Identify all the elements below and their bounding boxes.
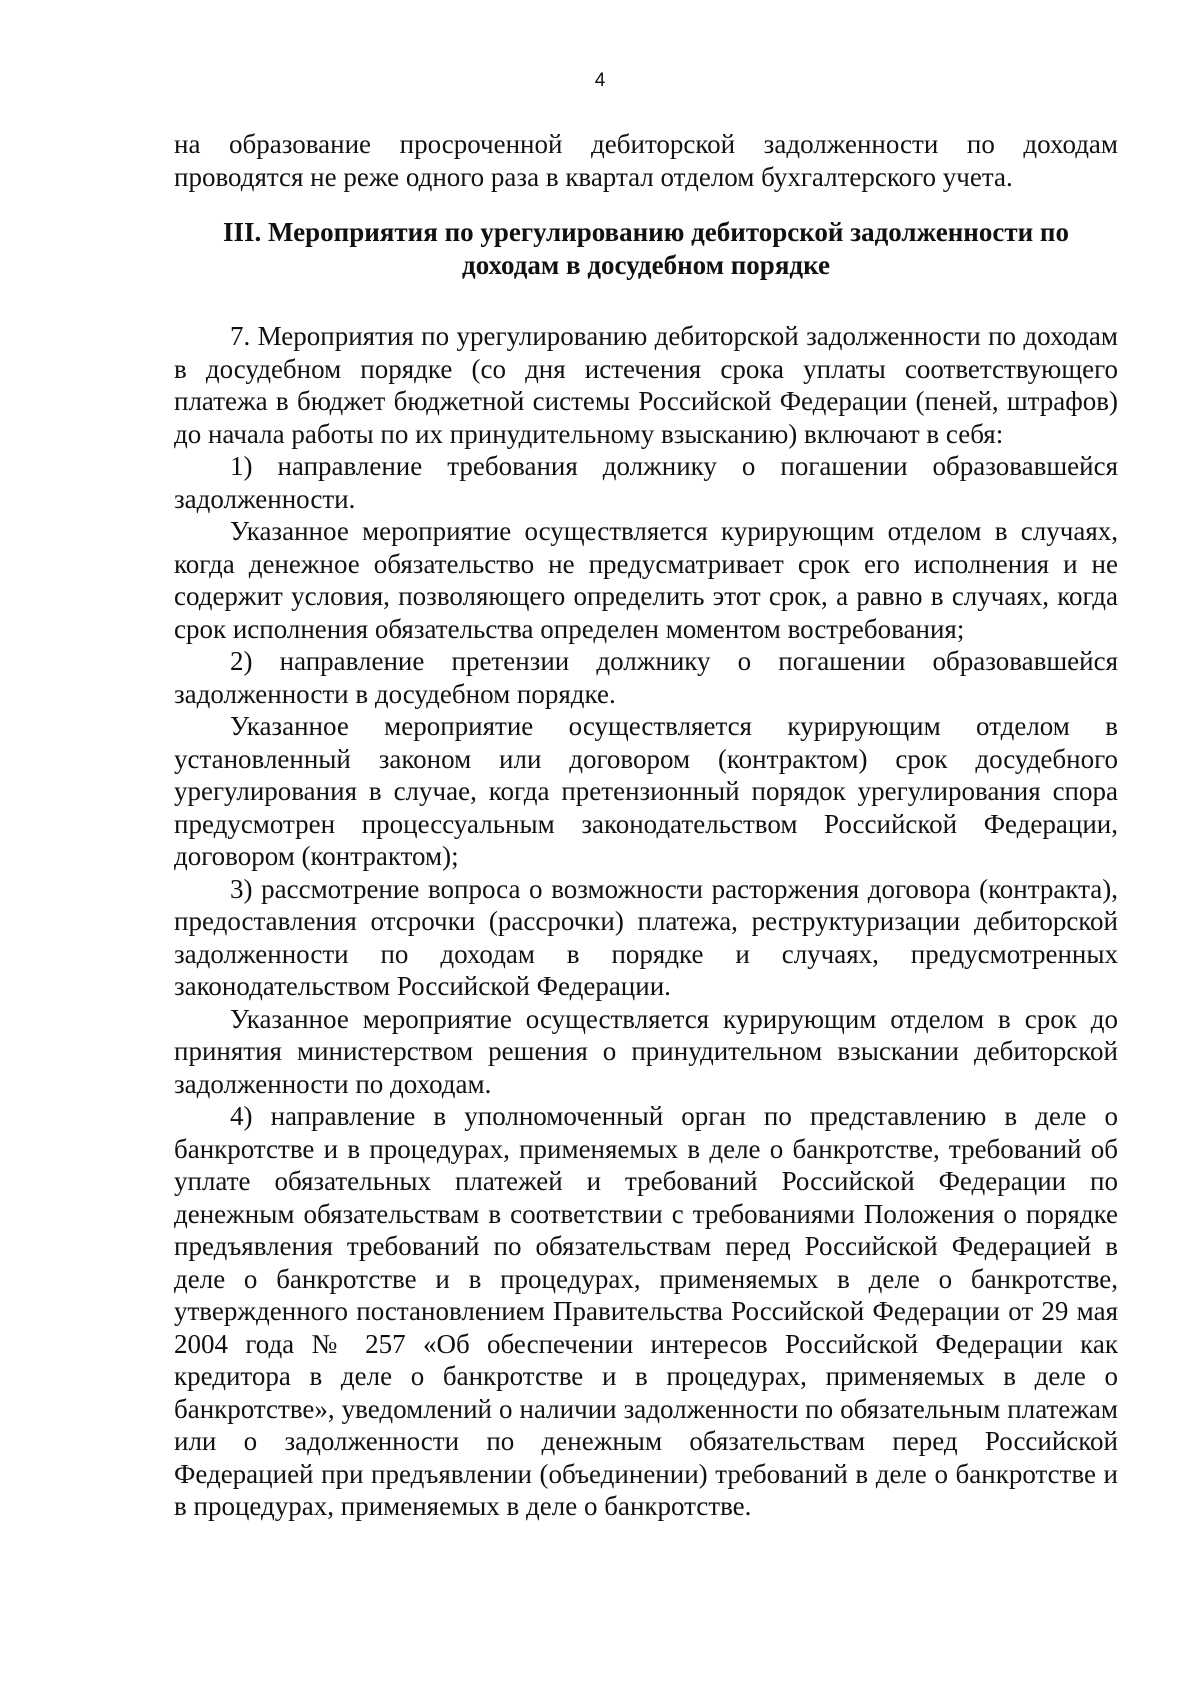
paragraph-subitem-3: 3) рассмотрение вопроса о возможности расторжения договора (контракта), предоставления отсрочки (рассрочки) платежа, реструктуризации дебиторской задолженности по доходам в порядке и случаях, предусмотренных законодательством Российской Федерации. [174,873,1118,1001]
paragraph-subitem-2: 2) направление претензии должнику о погашении образовавшейся задолженности в досудебном порядке. [174,646,1118,709]
document-body [174,128,1118,1523]
paragraph-item-7: 7. Мероприятия по урегулированию дебиторской задолженности по доходам в досудебном порядке (со дня истечения срока уплаты соответствующего платежа в бюджет бюджетной системы Российской Федерации (пеней, штрафов) до начала работы по их принудительному взысканию) включают в себя: [174,321,1118,449]
paragraph-note-3: Указанное мероприятие осуществляется курирующим отделом в срок до принятия министерством решения о принудительном взыскании дебиторской задолженности по доходам. [174,1003,1118,1099]
paragraph-note-1: Указанное мероприятие осуществляется курирующим отделом в случаях, когда денежное обязательство не предусматривает срок его исполнения и не содержит условия, позволяющего определить этот срок, а равно в случаях, когда срок исполнения обязательства определен моментом востребования; [174,516,1118,644]
paragraph-note-2: Указанное мероприятие осуществляется курирующим отделом в установленный законом или договором (контрактом) срок досудебного урегулирования в случае, когда претензионный порядок урегулирования спора предусмотрен процессуальным законодательством Российской Федерации, договором (контрактом); [174,711,1118,871]
paragraph-subitem-4: 4) направление в уполномоченный орган по представлению в деле о банкротстве и в процедурах, применяемых в деле о банкротстве, требований об уплате обязательных платежей и требований Российской Федерации по денежным обязательствам в соответствии с требованиями Положения о порядке предъявления требований по обязательствам перед Российской Федерацией в деле о банкротстве и в процедурах, применяемых в деле о банкротстве, утвержденного постановлением Правительства Российской Федерации от 29 мая 2004 года № 257 «Об обеспечении интересов Российской Федерации как кредитора в деле о банкротстве и в процедурах, применяемых в деле о банкротстве», уведомлений о наличии задолженности по обязательным платежам или о задолженности по денежным обязательствам перед Российской Федерацией при предъявлении (объединении) требований в деле о банкротстве и в процедурах, применяемых в деле о банкротстве. [174,1101,1118,1521]
paragraph-subitem-1: 1) направление требования должнику о погашении образовавшейся задолженности. [174,451,1118,514]
intro-paragraph: на образование просроченной дебиторской задолженности по доходам проводятся не реже одного раза в квартал отделом бухгалтерского учета. [174,129,1118,192]
page-number: 4 [594,70,606,91]
section-title: III. Мероприятия по урегулированию дебиторской задолженности по доходам в досудебном порядке [223,217,1069,280]
